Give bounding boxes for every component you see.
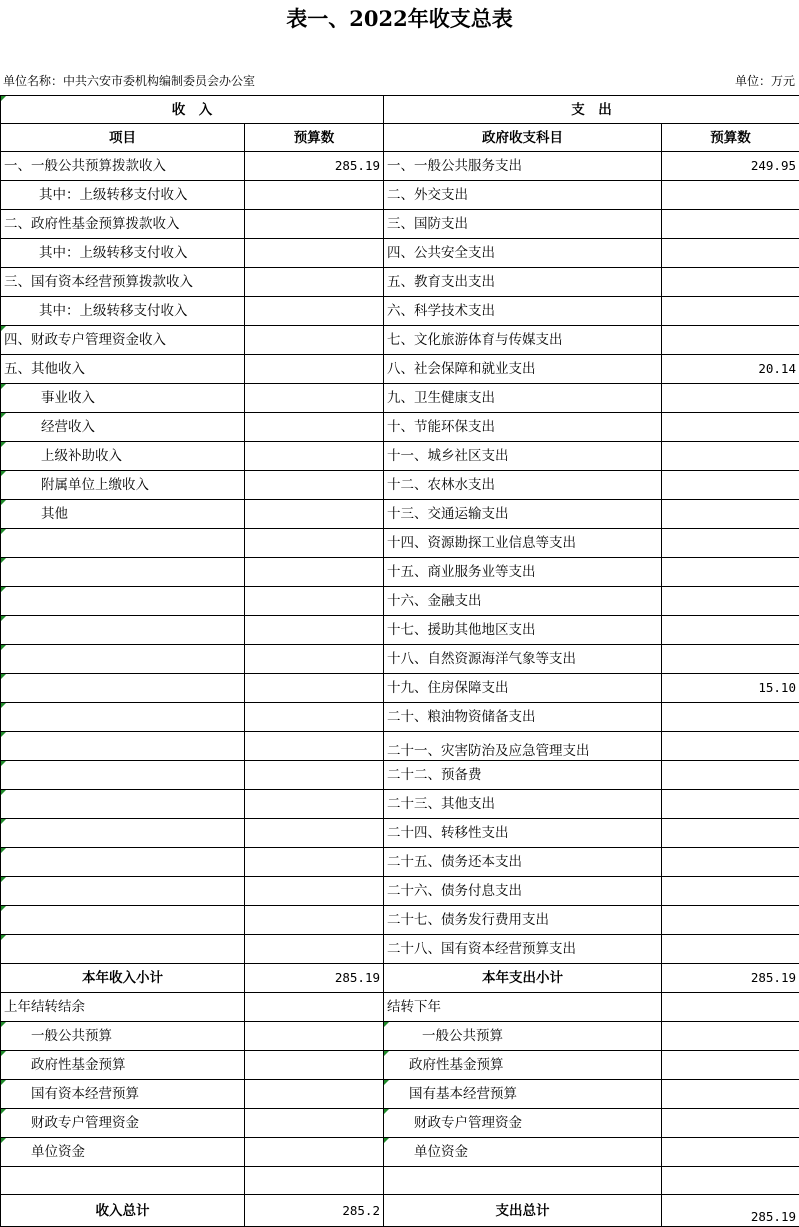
income-item: 二、政府性基金预算拨款收入	[1, 210, 245, 239]
expense-item-header: 政府收支科目	[384, 124, 662, 152]
carry-row	[1, 1051, 799, 1080]
expense-item: 二、外交支出	[384, 181, 662, 210]
income-carry-value	[245, 993, 384, 1022]
expense-value: 20.14	[662, 355, 799, 384]
table-row	[1, 848, 799, 877]
expense-item: 十二、农林水支出	[384, 471, 662, 500]
table-row	[1, 210, 799, 239]
expense-subtotal-value: 285.19	[662, 964, 799, 993]
table-row	[1, 703, 799, 732]
expense-value: 15.10	[662, 674, 799, 703]
income-value	[245, 181, 384, 210]
income-section-header: 收 入	[1, 96, 384, 124]
page-title: 表一、2022年收支总表	[0, 4, 799, 34]
income-item	[1, 616, 245, 645]
table-row	[1, 819, 799, 848]
income-value	[245, 848, 384, 877]
income-item: 三、国有资本经营预算拨款收入	[1, 268, 245, 297]
income-item: 其中：上级转移支付收入	[1, 297, 245, 326]
income-item-header: 项目	[1, 124, 245, 152]
table-row	[1, 442, 799, 471]
expense-item: 十八、自然资源海洋气象等支出	[384, 645, 662, 674]
carry-row	[1, 1109, 799, 1138]
income-carry-item: 一般公共预算	[1, 1022, 245, 1051]
table-row	[1, 790, 799, 819]
income-item	[1, 674, 245, 703]
expense-item: 二十一、灾害防治及应急管理支出	[384, 732, 662, 761]
total-row	[1, 1195, 799, 1227]
table-row	[1, 645, 799, 674]
expense-item: 二十三、其他支出	[384, 790, 662, 819]
table-row	[1, 761, 799, 790]
income-item	[1, 819, 245, 848]
income-item: 上级补助收入	[1, 442, 245, 471]
expense-item: 二十四、转移性支出	[384, 819, 662, 848]
income-carry-item: 国有资本经营预算	[1, 1080, 245, 1109]
column-header-row	[1, 124, 799, 152]
income-item: 其他	[1, 500, 245, 529]
expense-value	[662, 761, 799, 790]
expense-carry-item: 政府性基金预算	[384, 1051, 662, 1080]
table-row	[1, 877, 799, 906]
income-value	[245, 297, 384, 326]
unit-name-label: 单位名称：中共六安市委机构编制委员会办公室	[3, 73, 255, 89]
expense-total-value: 285.19	[662, 1195, 799, 1227]
income-item: 其中：上级转移支付收入	[1, 181, 245, 210]
income-value	[245, 935, 384, 964]
expense-item: 四、公共安全支出	[384, 239, 662, 268]
expense-value	[662, 268, 799, 297]
expense-item: 二十、粮油物资储备支出	[384, 703, 662, 732]
table-row	[1, 268, 799, 297]
income-value	[245, 761, 384, 790]
expense-total-label: 支出总计	[384, 1195, 662, 1227]
table-row	[1, 355, 799, 384]
expense-item: 七、文化旅游体育与传媒支出	[384, 326, 662, 355]
table-row	[1, 413, 799, 442]
expense-item: 十一、城乡社区支出	[384, 442, 662, 471]
income-value	[245, 210, 384, 239]
section-header-row	[1, 96, 799, 124]
income-item: 附属单位上缴收入	[1, 471, 245, 500]
table-row	[1, 587, 799, 616]
income-value	[245, 529, 384, 558]
income-item	[1, 848, 245, 877]
income-value	[245, 500, 384, 529]
income-carry-item: 财政专户管理资金	[1, 1109, 245, 1138]
expense-carry-item: 财政专户管理资金	[384, 1109, 662, 1138]
table-row	[1, 181, 799, 210]
income-item	[1, 703, 245, 732]
income-value	[245, 616, 384, 645]
expense-item: 二十二、预备费	[384, 761, 662, 790]
income-carry-value	[245, 1051, 384, 1080]
expense-value	[662, 471, 799, 500]
expense-item: 八、社会保障和就业支出	[384, 355, 662, 384]
income-value	[245, 442, 384, 471]
expense-item: 二十八、国有资本经营预算支出	[384, 935, 662, 964]
income-item	[1, 645, 245, 674]
expense-item: 六、科学技术支出	[384, 297, 662, 326]
income-subtotal-label: 本年收入小计	[1, 964, 245, 993]
expense-value	[662, 906, 799, 935]
expense-item: 十五、商业服务业等支出	[384, 558, 662, 587]
table-row	[1, 616, 799, 645]
income-value	[245, 355, 384, 384]
expense-carry-value	[662, 1138, 799, 1167]
income-item	[1, 877, 245, 906]
expense-item: 十、节能环保支出	[384, 413, 662, 442]
expense-value	[662, 239, 799, 268]
income-carry-value	[245, 1138, 384, 1167]
carry-row	[1, 993, 799, 1022]
expense-item: 十三、交通运输支出	[384, 500, 662, 529]
income-carry-item	[1, 1167, 245, 1195]
income-value	[245, 413, 384, 442]
income-value	[245, 558, 384, 587]
income-budget-header: 预算数	[245, 124, 384, 152]
income-value	[245, 703, 384, 732]
income-value	[245, 674, 384, 703]
expense-value	[662, 616, 799, 645]
expense-value	[662, 413, 799, 442]
income-item	[1, 906, 245, 935]
expense-value	[662, 500, 799, 529]
income-value	[245, 790, 384, 819]
table-row	[1, 239, 799, 268]
income-value	[245, 471, 384, 500]
carry-row	[1, 1080, 799, 1109]
income-value: 285.19	[245, 152, 384, 181]
income-total-value: 285.2	[245, 1195, 384, 1227]
income-value	[245, 384, 384, 413]
income-value	[245, 645, 384, 674]
table-row	[1, 558, 799, 587]
table-row	[1, 935, 799, 964]
expense-value	[662, 326, 799, 355]
income-value	[245, 877, 384, 906]
expense-carry-item: 单位资金	[384, 1138, 662, 1167]
income-carry-item: 上年结转结余	[1, 993, 245, 1022]
income-total-label: 收入总计	[1, 1195, 245, 1227]
expense-value	[662, 848, 799, 877]
income-subtotal-value: 285.19	[245, 964, 384, 993]
income-item	[1, 935, 245, 964]
expense-value	[662, 645, 799, 674]
expense-section-header: 支 出	[384, 96, 799, 124]
expense-value	[662, 790, 799, 819]
expense-value	[662, 442, 799, 471]
income-value	[245, 732, 384, 761]
table-row	[1, 500, 799, 529]
expense-carry-value	[662, 993, 799, 1022]
expense-item: 十四、资源勘探工业信息等支出	[384, 529, 662, 558]
income-item	[1, 732, 245, 761]
income-item: 事业收入	[1, 384, 245, 413]
expense-value	[662, 935, 799, 964]
table-row	[1, 297, 799, 326]
expense-carry-item: 一般公共预算	[384, 1022, 662, 1051]
expense-item: 五、教育支出支出	[384, 268, 662, 297]
expense-value	[662, 529, 799, 558]
income-item: 其中：上级转移支付收入	[1, 239, 245, 268]
table-row	[1, 152, 799, 181]
income-value	[245, 906, 384, 935]
expense-value	[662, 558, 799, 587]
table-row	[1, 529, 799, 558]
expense-carry-item: 国有基本经营预算	[384, 1080, 662, 1109]
expense-value	[662, 210, 799, 239]
expense-value	[662, 297, 799, 326]
expense-value	[662, 732, 799, 761]
income-item	[1, 587, 245, 616]
expense-value	[662, 181, 799, 210]
expense-carry-value	[662, 1109, 799, 1138]
expense-item: 三、国防支出	[384, 210, 662, 239]
income-item	[1, 790, 245, 819]
income-value	[245, 268, 384, 297]
table-row	[1, 471, 799, 500]
expense-budget-header: 预算数	[662, 124, 799, 152]
income-carry-value	[245, 1080, 384, 1109]
carry-row	[1, 1022, 799, 1051]
table-row	[1, 674, 799, 703]
expense-value: 249.95	[662, 152, 799, 181]
expense-carry-item: 结转下年	[384, 993, 662, 1022]
income-carry-value	[245, 1022, 384, 1051]
expense-value	[662, 384, 799, 413]
expense-item: 二十六、债务付息支出	[384, 877, 662, 906]
expense-carry-item	[384, 1167, 662, 1195]
table-row	[1, 326, 799, 355]
expense-item: 二十七、债务发行费用支出	[384, 906, 662, 935]
budget-summary-table	[0, 95, 799, 1227]
income-item: 五、其他收入	[1, 355, 245, 384]
income-item: 经营收入	[1, 413, 245, 442]
carry-row	[1, 1167, 799, 1195]
expense-value	[662, 819, 799, 848]
expense-value	[662, 877, 799, 906]
income-carry-item: 政府性基金预算	[1, 1051, 245, 1080]
expense-carry-value	[662, 1051, 799, 1080]
income-carry-value	[245, 1167, 384, 1195]
expense-item: 十九、住房保障支出	[384, 674, 662, 703]
expense-item: 二十五、债务还本支出	[384, 848, 662, 877]
expense-value	[662, 703, 799, 732]
income-item: 一、一般公共预算拨款收入	[1, 152, 245, 181]
expense-subtotal-label: 本年支出小计	[384, 964, 662, 993]
income-item	[1, 761, 245, 790]
expense-carry-value	[662, 1022, 799, 1051]
income-carry-value	[245, 1109, 384, 1138]
expense-item: 九、卫生健康支出	[384, 384, 662, 413]
income-item	[1, 529, 245, 558]
income-value	[245, 326, 384, 355]
income-value	[245, 819, 384, 848]
expense-carry-value	[662, 1167, 799, 1195]
income-value	[245, 239, 384, 268]
income-item	[1, 558, 245, 587]
unit-label: 单位：万元	[735, 73, 795, 89]
expense-item: 十七、援助其他地区支出	[384, 616, 662, 645]
carry-row	[1, 1138, 799, 1167]
income-carry-item: 单位资金	[1, 1138, 245, 1167]
table-row	[1, 732, 799, 761]
income-value	[245, 587, 384, 616]
table-row	[1, 384, 799, 413]
expense-value	[662, 587, 799, 616]
expense-item: 一、一般公共服务支出	[384, 152, 662, 181]
expense-carry-value	[662, 1080, 799, 1109]
expense-item: 十六、金融支出	[384, 587, 662, 616]
income-item: 四、财政专户管理资金收入	[1, 326, 245, 355]
subtotal-row	[1, 964, 799, 993]
table-row	[1, 906, 799, 935]
